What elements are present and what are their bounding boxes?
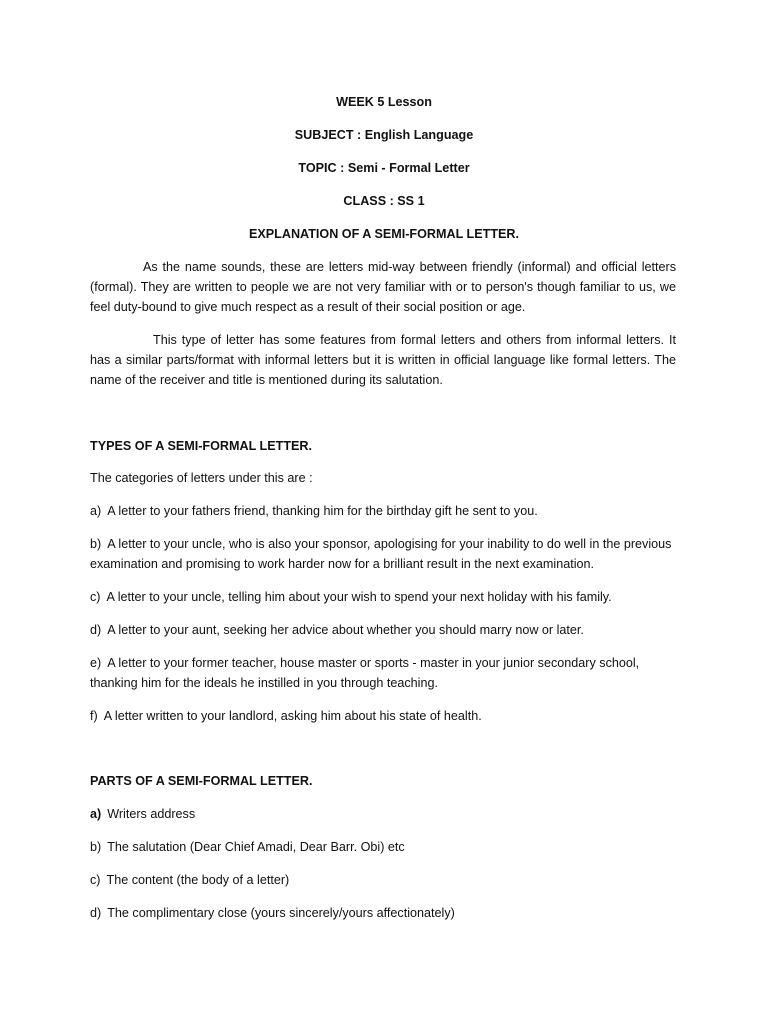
list-marker: e) bbox=[90, 656, 102, 670]
lesson-week: WEEK 5 Lesson bbox=[336, 95, 432, 109]
list-item-text: A letter to your aunt, seeking her advice about whether you should marry now or later. bbox=[107, 623, 584, 637]
lesson-subject: SUBJECT : English Language bbox=[294, 128, 474, 142]
types-list-item bbox=[90, 620, 676, 640]
list-item-text: The content (the body of a letter) bbox=[106, 873, 290, 887]
list-marker: a) bbox=[90, 807, 102, 821]
types-heading: TYPES OF A SEMI-FORMAL LETTER. bbox=[90, 439, 313, 453]
types-list-item bbox=[90, 534, 676, 574]
list-marker: b) bbox=[90, 537, 102, 551]
list-marker: c) bbox=[90, 873, 101, 887]
types-list-item bbox=[90, 653, 676, 693]
types-list-item bbox=[90, 706, 676, 726]
list-item-text: A letter to your uncle, telling him about your wish to spend your next holiday with his family. bbox=[106, 590, 612, 604]
list-item-text: A letter written to your landlord, asking him about his state of health. bbox=[103, 709, 482, 723]
parts-list-item bbox=[90, 804, 676, 824]
list-marker: a) bbox=[90, 504, 102, 518]
types-list-item bbox=[90, 587, 676, 607]
lesson-class: CLASS : SS 1 bbox=[343, 194, 425, 208]
list-item-text: A letter to your fathers friend, thanking him for the birthday gift he sent to you. bbox=[107, 504, 538, 518]
types-list-item bbox=[90, 501, 676, 521]
lesson-topic: TOPIC : Semi - Formal Letter bbox=[298, 161, 470, 175]
parts-heading: PARTS OF A SEMI-FORMAL LETTER. bbox=[90, 774, 313, 788]
types-intro: The categories of letters under this are : bbox=[90, 471, 313, 485]
list-item-text: A letter to your former teacher, house master or sports - master in your junior secondary school, thanking him for the ideals he instilled in you through teaching. bbox=[90, 656, 640, 690]
list-marker: d) bbox=[90, 906, 102, 920]
list-marker: b) bbox=[90, 840, 102, 854]
explanation-paragraph-1: As the name sounds, these are letters mid-way between friendly (informal) and official letters (formal). They are written to people we are not very familiar with or to person's though familiar to us, we feel duty-bound to give much respect as a result of their social position or age. bbox=[90, 260, 676, 314]
parts-list-item bbox=[90, 903, 676, 923]
explanation-heading: EXPLANATION OF A SEMI-FORMAL LETTER. bbox=[248, 227, 520, 241]
list-marker: c) bbox=[90, 590, 101, 604]
list-item-text: The salutation (Dear Chief Amadi, Dear Barr. Obi) etc bbox=[107, 840, 405, 854]
list-item-text: Writers address bbox=[107, 807, 196, 821]
explanation-paragraph-2: This type of letter has some features from formal letters and others from informal letters. It has a similar parts/format with informal letters but it is written in official language like formal letters. The name of the receiver and title is mentioned during its salutation. bbox=[90, 333, 676, 387]
parts-list-item bbox=[90, 837, 676, 857]
list-marker: d) bbox=[90, 623, 102, 637]
list-item-text: A letter to your uncle, who is also your sponsor, apologising for your inability to do well in the previous examination and promising to work harder now for a brilliant result in the next examination. bbox=[90, 537, 672, 571]
list-marker: f) bbox=[90, 709, 98, 723]
list-item-text: The complimentary close (yours sincerely/yours affectionately) bbox=[107, 906, 455, 920]
parts-list-item bbox=[90, 870, 676, 890]
